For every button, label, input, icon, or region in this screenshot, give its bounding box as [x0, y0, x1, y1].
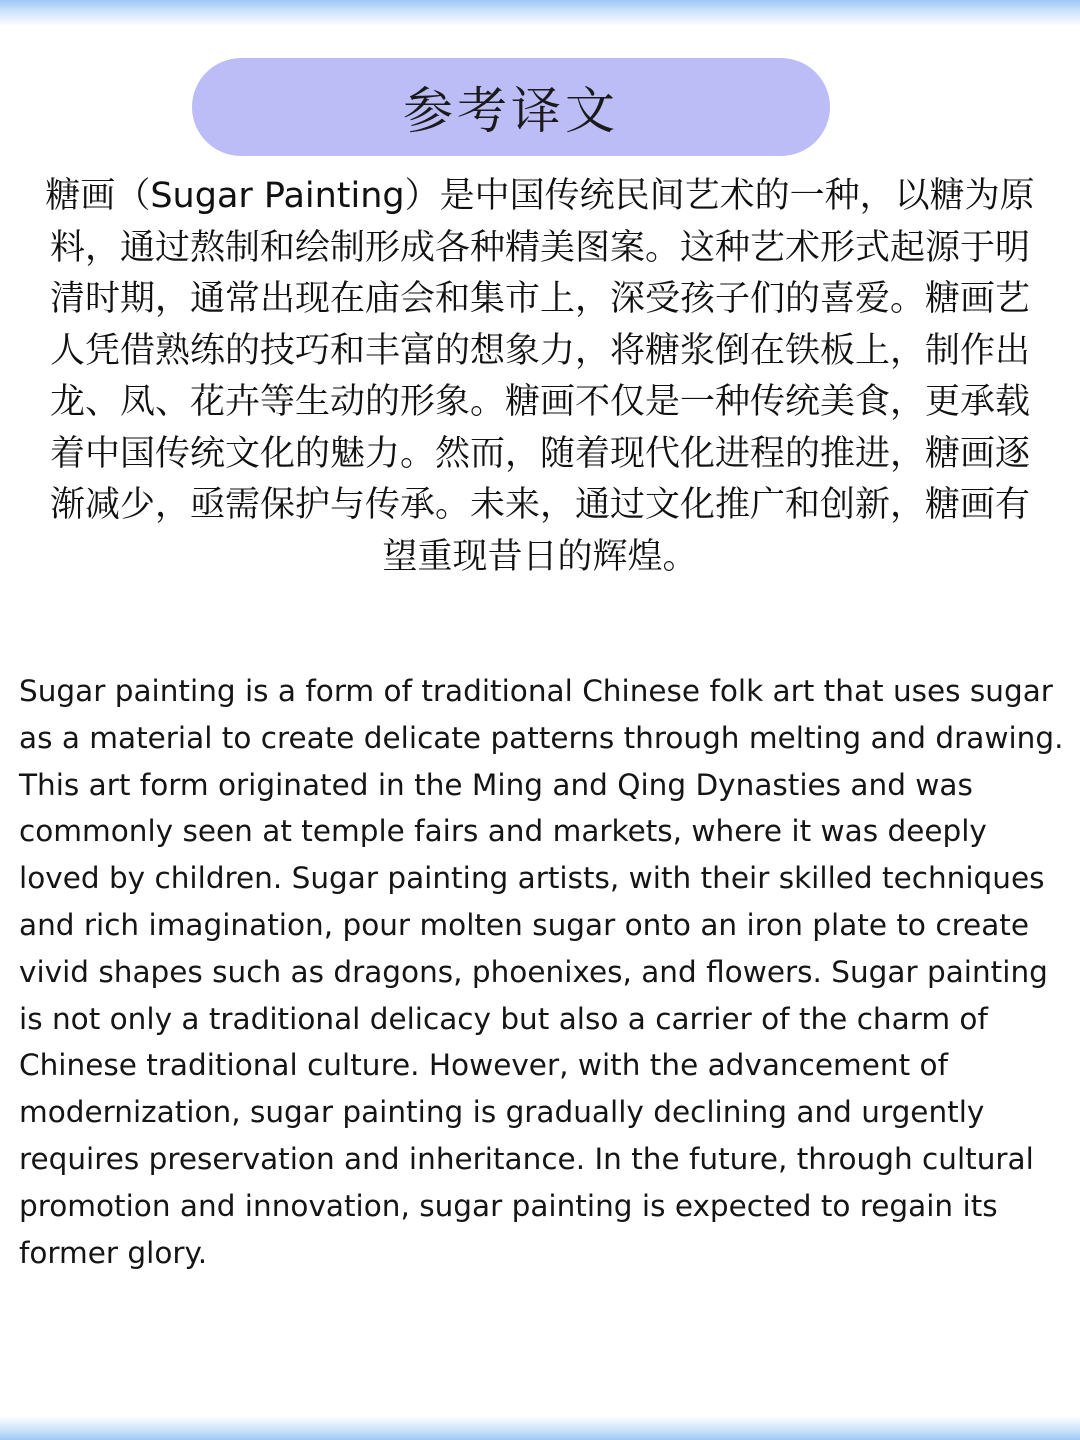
bottom-gradient-band: [0, 1416, 1080, 1440]
english-paragraph: Sugar painting is a form of traditional Chinese folk art that uses sugar as a material to create delicate patterns through melting and drawing. This art form originated in the Ming and Qing Dynasties and was commonly seen at temple fairs and markets, where it was deeply loved by children. Sugar painting artists, with their skilled techniques and rich imagination, pour molten sugar onto an iron plate to create vivid shapes such as dragons, phoenixes, and flowers. Sugar painting is not only a traditional delicacy but also a carrier of the charm of Chinese traditional culture. However, with the advancement of modernization, sugar painting is gradually declining and urgently requires preservation and inheritance. In the future, through cultural promotion and innovation, sugar painting is expected to regain its former glory.: [19, 674, 1064, 1270]
chinese-paragraph: 糖画（Sugar Painting）是中国传统民间艺术的一种，以糖为原料，通过熬制和绘制形成各种精美图案。这种艺术形式起源于明清时期，通常出现在庙会和集市上，深受孩子们的喜爱。糖画艺人凭借熟练的技巧和丰富的想象力，将糖浆倒在铁板上，制作出龙、凤、花卉等生动的形象。糖画不仅是一种传统美食，更承载着中国传统文化的魅力。然而，随着现代化进程的推进，糖画逐渐减少，亟需保护与传承。未来，通过文化推广和创新，糖画有望重现昔日的辉煌。: [45, 176, 1035, 577]
title-banner: [192, 58, 830, 156]
page-title: 参考译文: [403, 82, 619, 140]
top-gradient-band: [0, 0, 1080, 26]
